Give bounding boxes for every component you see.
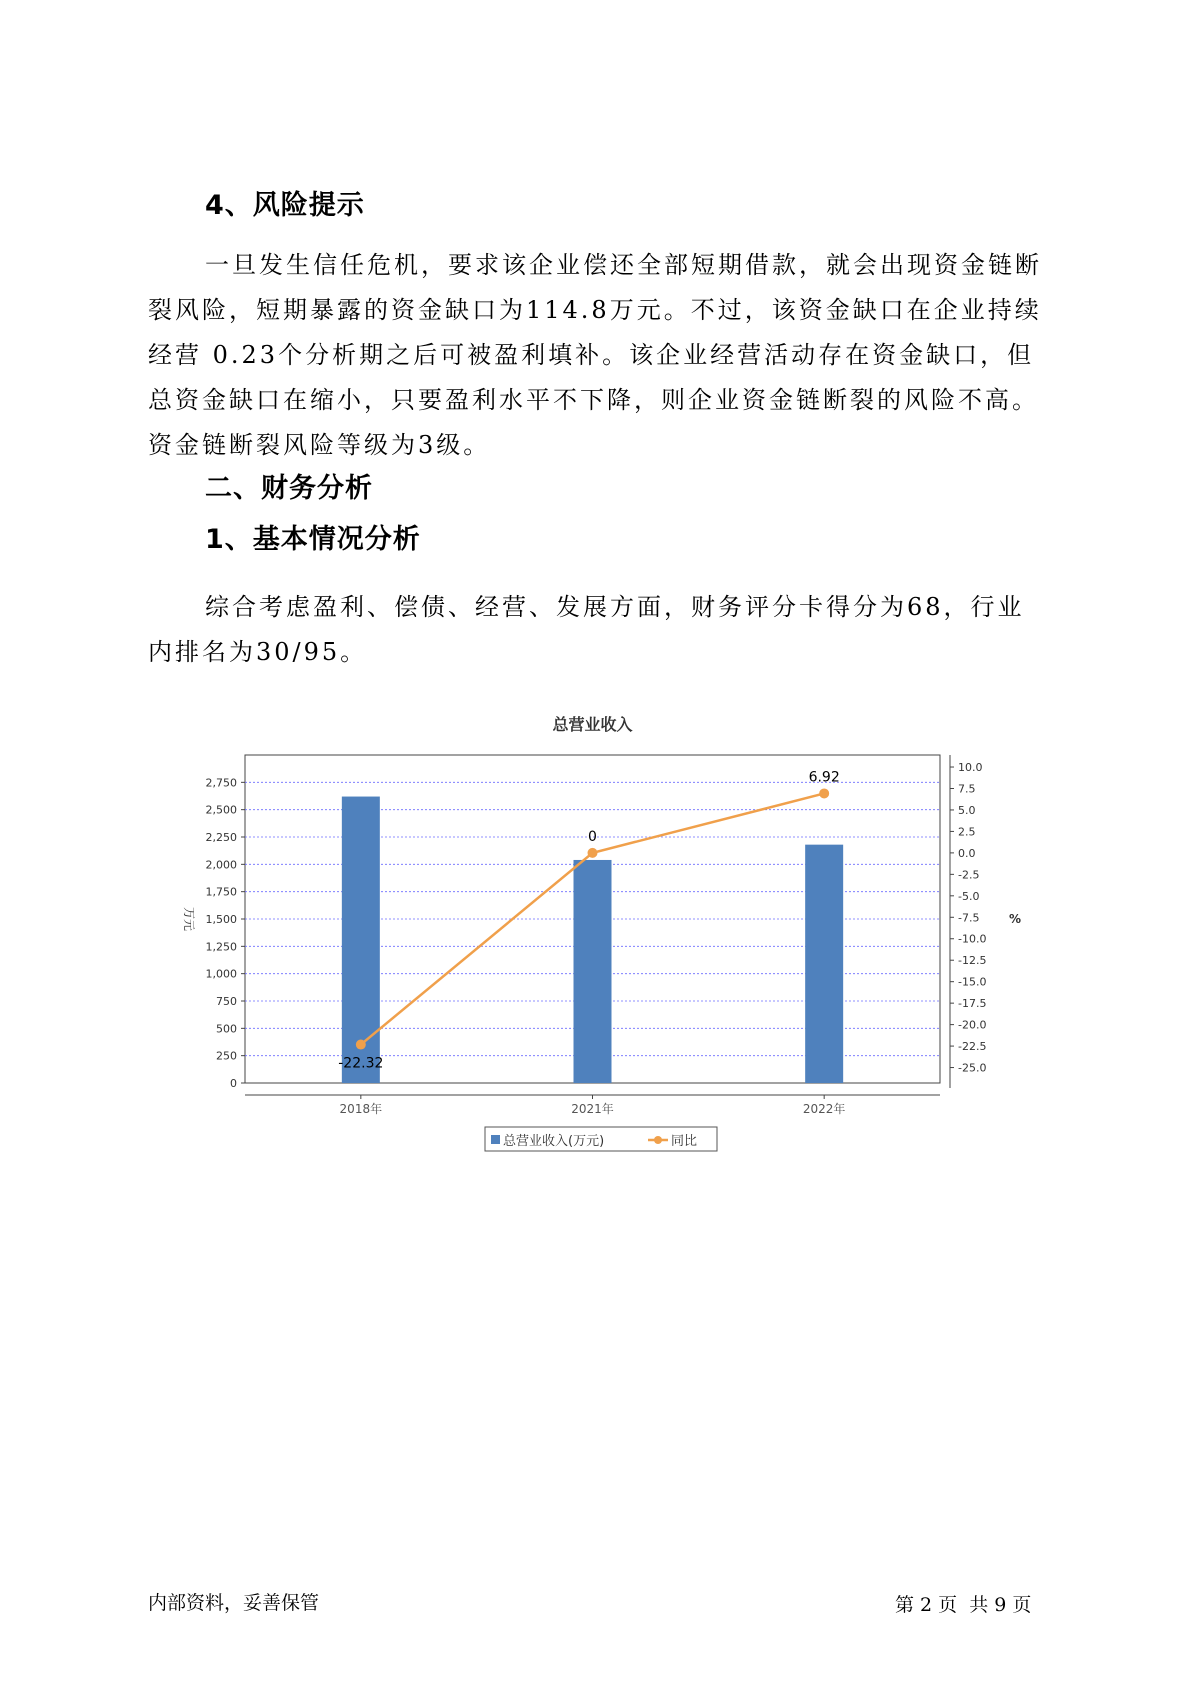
y-tick-label: 250 [216,1049,237,1063]
y2-tick-label: 2.5 [958,825,976,839]
risk-paragraph-text: 一旦发生信任危机，要求该企业偿还全部短期借款，就会出现资金链断裂风险，短期暴露的资金缺口为114.8万元。不过，该资金缺口在企业持续经营 0.23个分析期之后可被盈利填补。该企业经营活动存在资金缺口，但总资金缺口在缩小，只要盈利水平不下降，则企业资金链断裂的风险不高。资金链断裂风险等级为3级。 [148,251,1042,459]
y2-tick-label: -15.0 [958,975,987,989]
y-tick-label: 1,250 [205,940,237,954]
y2-tick-label: 5.0 [958,803,976,817]
revenue-chart [150,700,1050,1170]
risk-paragraph [148,243,1048,468]
y2-tick-label: -7.5 [958,911,980,925]
heading-basic: 1、基本情况分析 [205,524,421,555]
legend-swatch-yoy-dot [654,1136,662,1144]
y-tick-label: 0 [230,1077,237,1090]
basic-paragraph [148,585,1048,675]
yoy-data-label: 0 [588,828,597,845]
y2-tick-label: 0.0 [958,846,976,860]
y2-tick-label: -12.5 [958,954,987,968]
y2-tick-label: 7.5 [958,782,976,796]
legend-label-yoy: 同比 [671,1134,698,1149]
revenue-chart-svg [150,700,1050,1170]
y-axis-label: 万元 [182,906,196,932]
y-tick-label: 1,750 [205,885,237,899]
footer-confidential: 内部资料，妥善保管 [148,1592,320,1614]
chart-title: 总营业收入 [552,715,633,734]
x-tick-label: 2022年 [802,1102,846,1116]
y2-tick-label: 10.0 [958,761,983,775]
bar-2022年 [805,845,843,1083]
y2-tick-label: -2.5 [958,868,980,882]
y-tick-label: 2,750 [205,776,237,790]
yoy-point-2022年 [819,788,829,798]
y-tick-label: 500 [216,1022,237,1036]
yoy-point-2018年 [356,1040,366,1050]
yoy-data-label: -22.32 [338,1055,384,1072]
y2-tick-label: -22.5 [958,1040,987,1054]
footer-page-number: 第 2 页 共 9 页 [895,1594,1032,1616]
y2-tick-label: -17.5 [958,997,987,1011]
legend-label-revenue: 总营业收入(万元) [503,1134,605,1149]
y-tick-label: 1,500 [205,913,237,926]
heading-risk: 4、风险提示 [205,190,365,221]
y2-tick-label: -25.0 [958,1061,987,1075]
legend-swatch-revenue [491,1135,500,1144]
basic-paragraph-text: 综合考虑盈利、偿债、经营、发展方面，财务评分卡得分为68，行业内排名为30/95。 [148,593,1025,666]
y-tick-label: 2,500 [205,803,237,817]
y2-tick-label: -10.0 [958,932,987,946]
yoy-data-label: 6.92 [808,769,840,786]
y2-tick-label: -20.0 [958,1018,987,1032]
bar-2021年 [574,860,612,1083]
y2-tick-label: -5.0 [958,889,980,903]
x-tick-label: 2021年 [571,1102,614,1116]
heading-finance: 二、财务分析 [205,473,373,504]
y-tick-label: 2,000 [205,858,237,872]
y2-axis-label: % [1008,912,1022,926]
y-tick-label: 750 [216,995,237,1008]
y-tick-label: 1,000 [205,967,237,981]
y-tick-label: 2,250 [205,831,237,844]
x-tick-label: 2018年 [339,1102,383,1116]
yoy-point-2021年 [588,848,598,858]
